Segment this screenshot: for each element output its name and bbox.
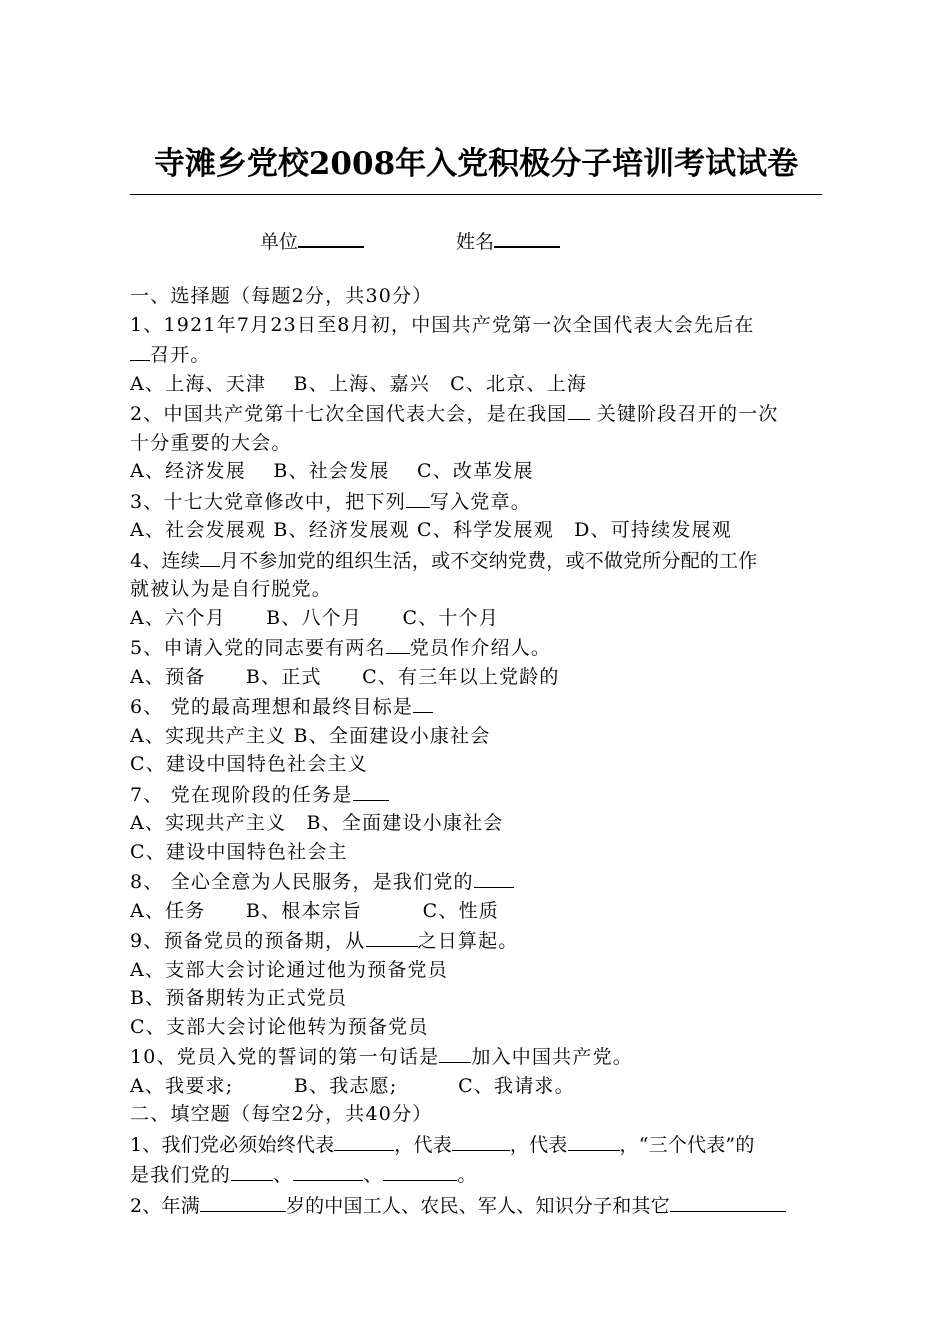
- page-title: 寺滩乡党校2008年入党积极分子培训考试试卷: [153, 146, 799, 182]
- q5-options: A、预备 B、正式 C、有三年以上党龄的: [130, 665, 560, 688]
- f1-blank-6[interactable]: [383, 1159, 457, 1181]
- section2-heading: 二、填空题（每空2分，共40分）: [130, 1103, 433, 1125]
- f1-blank-3[interactable]: [568, 1129, 620, 1151]
- q2-line1: 2、中国共产党第十七次全国代表大会，是在我国 关键阶段召开的一次: [130, 398, 822, 429]
- q6-option-c: C、建设中国特色社会主义: [130, 753, 368, 775]
- q7-options-ab: A、实现共产主义 B、全面建设小康社会: [130, 812, 504, 834]
- q5-line1: 5、申请入党的同志要有两名 党员作介绍人。: [130, 632, 822, 663]
- q10-options: A、我要求; B、我志愿; C、我请求。: [130, 1074, 575, 1097]
- q3-options: A、社会发展观 B、经济发展观 C、科学发展观 D、可持续发展观: [130, 519, 732, 541]
- q9-option-b: B、预备期转为正式党员: [130, 987, 348, 1009]
- unit-blank[interactable]: [298, 224, 364, 248]
- q1-blank[interactable]: [130, 339, 150, 361]
- name-label: 姓名: [456, 231, 495, 253]
- q9-option-c: C、支部大会讨论他转为预备党员: [130, 1015, 429, 1038]
- q4-options: A、六个月 B、八个月 C、十个月: [130, 606, 500, 629]
- q2-options: A、经济发展 B、社会发展 C、改革发展: [130, 460, 534, 482]
- q7-blank[interactable]: [353, 779, 389, 801]
- f1-blank-1[interactable]: [334, 1129, 394, 1151]
- f2-blank-1[interactable]: [200, 1190, 286, 1212]
- section1-heading: 一、选择题（每题2分，共30分）: [130, 285, 433, 307]
- q2-blank[interactable]: [568, 398, 590, 420]
- title-divider: [130, 194, 822, 195]
- f1-line1: 1、我们党必须始终代表 ，代表 ，代表 ，“三个代表”的: [130, 1129, 822, 1160]
- f1-blank-2[interactable]: [452, 1129, 510, 1151]
- q6-options-ab: A、实现共产主义 B、全面建设小康社会: [130, 724, 491, 747]
- q5-blank[interactable]: [386, 632, 410, 654]
- q7-option-c: C、建设中国特色社会主: [130, 840, 348, 863]
- f2-line1: 2、年满 岁的中国工人、农民、军人、知识分子和其它: [130, 1190, 822, 1221]
- q7-line1: 7、 党在现阶段的任务是: [130, 779, 822, 810]
- f2-blank-2[interactable]: [670, 1190, 786, 1212]
- q8-options: A、任务 B、根本宗旨 C、性质: [130, 899, 500, 922]
- q4-line1: 4、连续 月不参加党的组织生活，或不交纳党费，或不做党所分配的工作: [130, 545, 822, 576]
- q6-line1: 6、 党的最高理想和最终目标是: [130, 691, 822, 722]
- name-field: [456, 224, 560, 257]
- q10-line1: 10、党员入党的誓词的第一句话是 加入中国共产党。: [130, 1041, 822, 1072]
- unit-field: [260, 224, 364, 257]
- q9-line1: 9、预备党员的预备期，从 之日算起。: [130, 925, 822, 956]
- q1-line2: 召开。: [130, 339, 822, 370]
- q9-blank[interactable]: [366, 925, 418, 947]
- unit-label: 单位: [260, 231, 299, 253]
- exam-body: [130, 282, 822, 1220]
- q3-blank[interactable]: [406, 486, 430, 508]
- q9-option-a: A、支部大会讨论通过他为预备党员: [130, 958, 448, 981]
- q6-blank[interactable]: [413, 691, 433, 713]
- f1-line2: 是我们党的 、 、 。: [130, 1159, 822, 1190]
- q8-blank[interactable]: [474, 866, 514, 888]
- q8-line1: 8、 全心全意为人民服务，是我们党的: [130, 866, 822, 897]
- f1-blank-5[interactable]: [293, 1159, 363, 1181]
- q1-options: A、上海、天津 B、上海、嘉兴 C、北京、上海: [130, 372, 588, 395]
- f1-blank-4[interactable]: [231, 1159, 273, 1181]
- q3-line1: 3、十七大党章修改中，把下列 写入党章。: [130, 486, 822, 517]
- q4-line2: 就被认为是自行脱党。: [130, 578, 333, 600]
- q4-blank[interactable]: [200, 545, 220, 567]
- q2-line2: 十分重要的大会。: [130, 431, 292, 454]
- q1-line1: 1、1921年7月23日至8月初，中国共产党第一次全国代表大会先后在: [130, 313, 755, 336]
- name-blank[interactable]: [494, 224, 560, 248]
- q10-blank[interactable]: [439, 1041, 471, 1063]
